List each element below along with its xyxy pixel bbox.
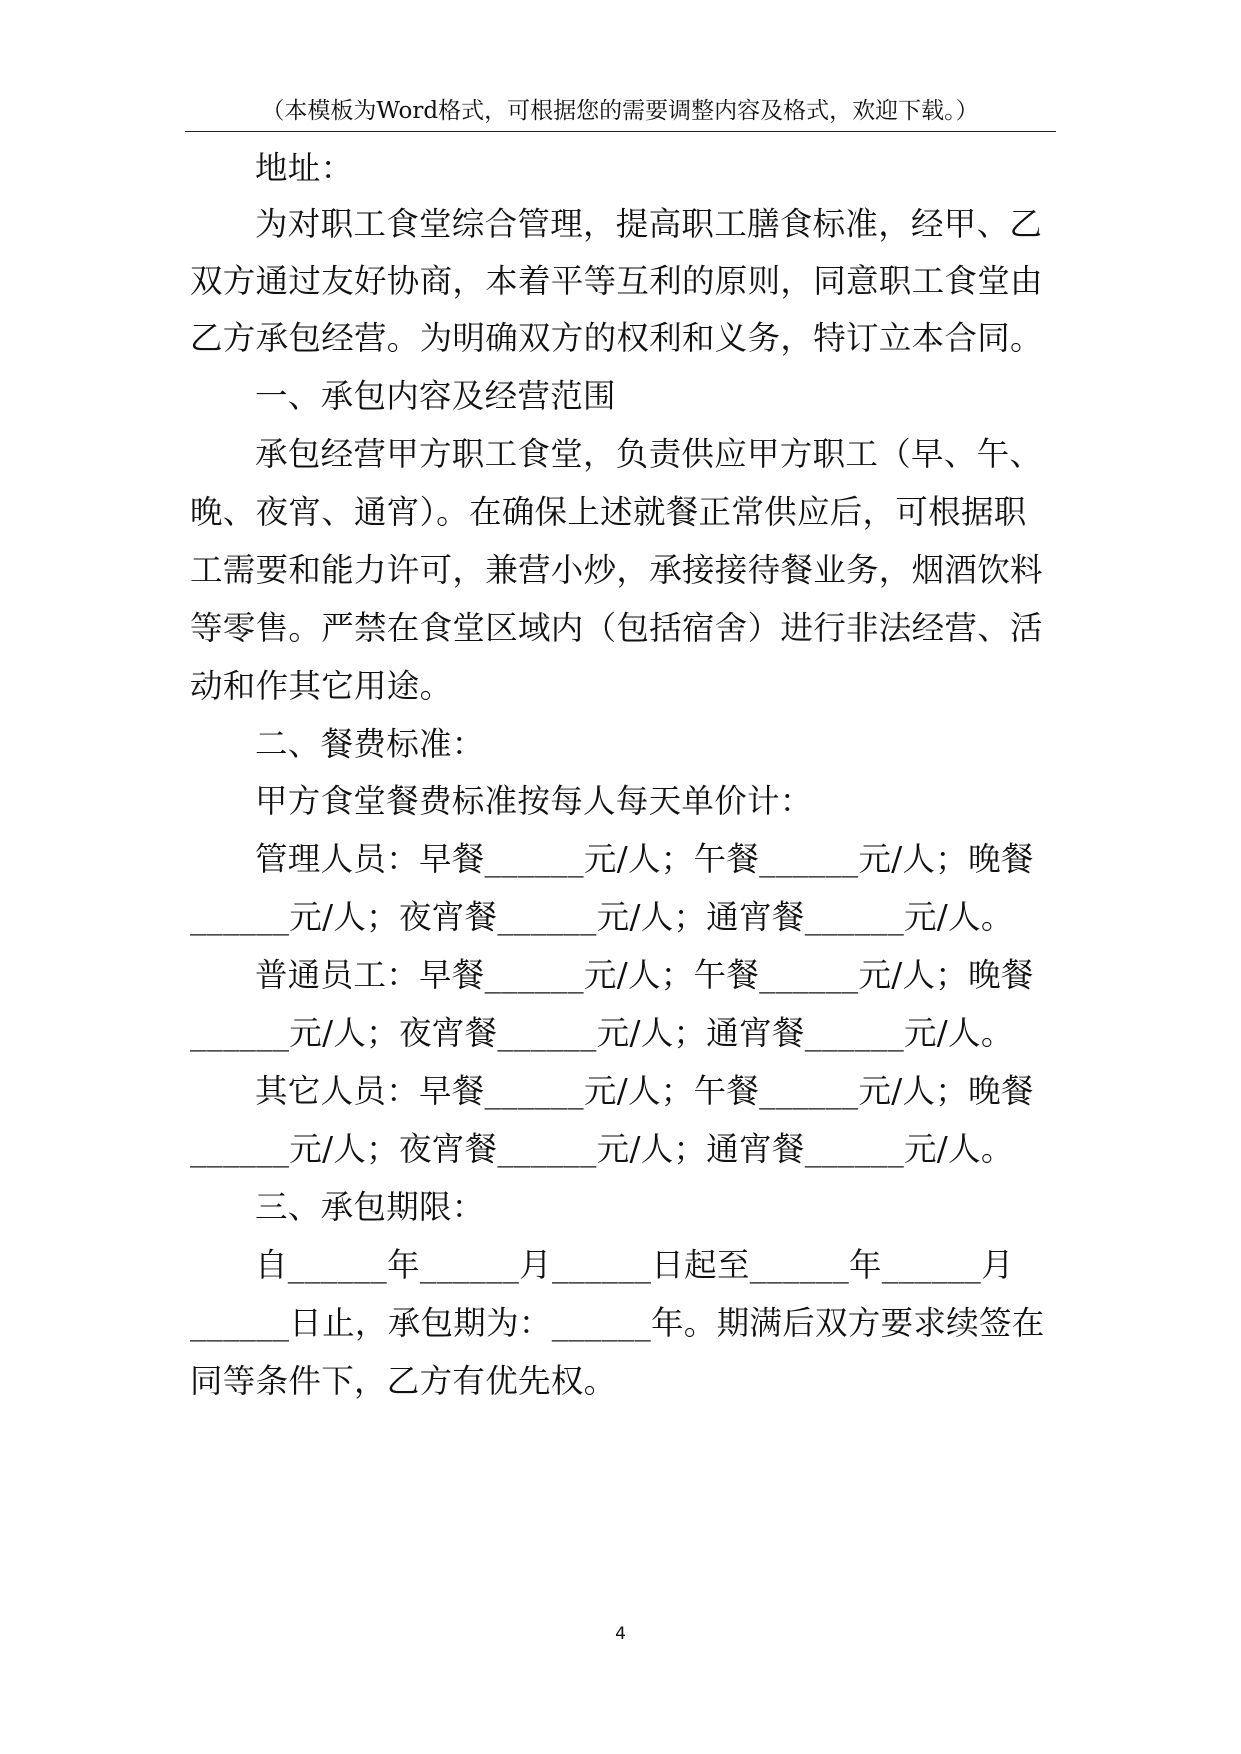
manager-fees-line-1: 管理人员：早餐______元/人；午餐______元/人；晚餐	[255, 840, 1034, 878]
manager-fees-line-2: ______元/人；夜宵餐______元/人；通宵餐______元/人。	[190, 898, 1014, 936]
intro-paragraph-line-2: 双方通过友好协商，本着平等互利的原则，同意职工食堂由	[190, 262, 1043, 300]
other-fees-line-2: ______元/人；夜宵餐______元/人；通宵餐______元/人。	[190, 1130, 1014, 1168]
other-fees-line-1: 其它人员：早餐______元/人；午餐______元/人；晚餐	[255, 1072, 1034, 1110]
meal-fee-intro: 甲方食堂餐费标准按每人每天单价计：	[255, 782, 813, 820]
intro-paragraph-line-1: 为对职工食堂综合管理，提高职工膳食标准，经甲、乙	[255, 205, 1043, 243]
section-heading-2: 二、餐费标准：	[255, 725, 485, 763]
term-paragraph-line-2: ______日止，承包期为：______年。期满后双方要求续签在	[190, 1304, 1045, 1342]
staff-fees-line-1: 普通员工：早餐______元/人；午餐______元/人；晚餐	[255, 956, 1034, 994]
staff-fees-line-2: ______元/人；夜宵餐______元/人；通宵餐______元/人。	[190, 1014, 1014, 1052]
header-divider	[185, 131, 1056, 132]
template-header-note: （本模板为Word格式，可根据您的需要调整内容及格式，欢迎下载。）	[261, 98, 979, 124]
section-heading-3: 三、承包期限：	[255, 1188, 485, 1226]
scope-paragraph-line-3: 工需要和能力许可，兼营小炒，承接接待餐业务，烟酒饮料	[190, 551, 1043, 589]
scope-paragraph-line-1: 承包经营甲方职工食堂，负责供应甲方职工（早、午、	[255, 435, 1043, 473]
term-paragraph-line-1: 自______年______月______日起至______年______月	[255, 1246, 1014, 1284]
scope-paragraph-line-4: 等零售。严禁在食堂区域内（包括宿舍）进行非法经营、活	[190, 609, 1043, 647]
page-number: 4	[615, 1624, 626, 1644]
address-line: 地址：	[255, 149, 354, 187]
scope-paragraph-line-2: 晚、夜宵、通宵）。在确保上述就餐正常供应后，可根据职	[190, 493, 1027, 531]
term-paragraph-line-3: 同等条件下，乙方有优先权。	[190, 1362, 617, 1400]
intro-paragraph-line-3: 乙方承包经营。为明确双方的权利和义务，特订立本合同。	[190, 319, 1043, 357]
scope-paragraph-line-5: 动和作其它用途。	[190, 667, 453, 705]
section-heading-1: 一、承包内容及经营范围	[255, 377, 616, 415]
